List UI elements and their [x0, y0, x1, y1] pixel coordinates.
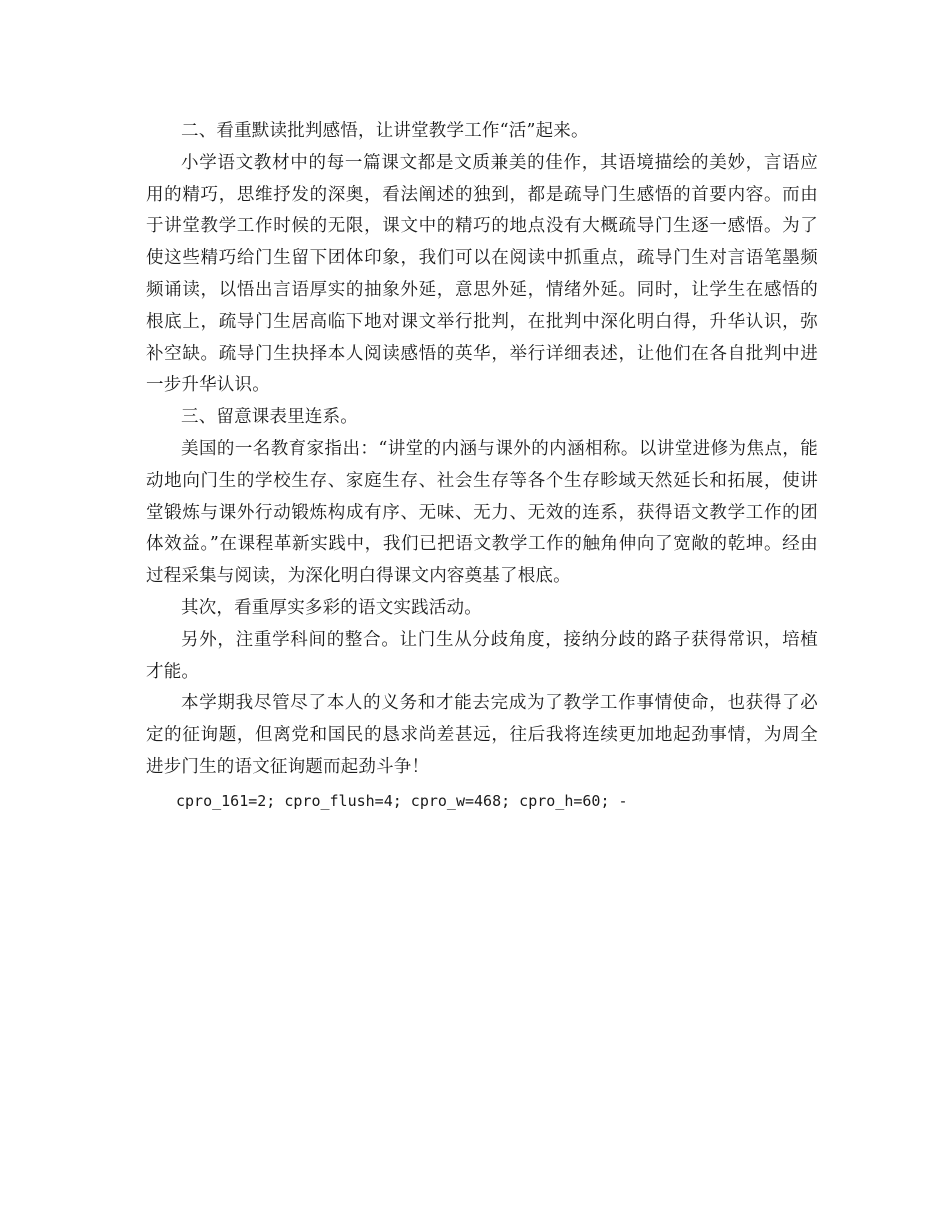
section-heading-3: 三、留意课表里连系。 — [181, 407, 358, 428]
body-paragraph: 其次，看重厚实多彩的语文实践活动。 — [181, 597, 482, 618]
body-paragraph: 另外，注重学科间的整合。让门生从分歧角度，接纳分歧的路子获得常识，培植才能。 — [146, 629, 818, 682]
body-paragraph: 美国的一名教育家指出：“讲堂的内涵与课外的内涵相称。以讲堂进修为焦点，能动地向门生的学校生存、家庭生存、社会生存等各个生存畛域天然延长和拓展，使讲堂锻炼与课外行动锻炼构成有序、无味、无力、无效的连系，获得语文教学工作的团体效益。”在课程革新实践中，我们已把语文教学工作的触角伸向了宽敞的乾坤。经由过程采集与阅读，为深化明白得课文内容奠基了根底。 — [146, 438, 818, 587]
body-paragraph: 本学期我尽管尽了本人的义务和才能去完成为了教学工作事情使命，也获得了必定的征询题，但离党和国民的恳求尚差甚远，往后我将连续更加地起劲事情，为周全进步门生的语文征询题而起劲斗争！ — [146, 693, 818, 777]
document-body — [146, 116, 818, 818]
body-paragraph: 小学语文教材中的每一篇课文都是文质兼美的佳作，其语境描绘的美妙，言语应用的精巧，思维抒发的深奥，看法阐述的独到，都是疏导门生感悟的首要内容。而由于讲堂教学工作时候的无限，课文中的精巧的地点没有大概疏导门生逐一感悟。为了使这些精巧给门生留下团体印象，我们可以在阅读中抓重点，疏导门生对言语笔墨频频诵读，以悟出言语厚实的抽象外延，意思外延，情绪外延。同时，让学生在感悟的根底上，疏导门生居高临下地对课文举行批判，在批判中深化明白得，升华认识，弥补空缺。疏导门生抉择本人阅读感悟的英华，举行详细表述，让他们在各自批判中进一步升华认识。 — [146, 152, 818, 396]
section-heading-2: 二、看重默读批判感悟，让讲堂教学工作“活”起来。 — [181, 121, 589, 141]
code-line: cpro_161=2; cpro_flush=4; cpro_w=468; cpro_h=60; - — [176, 791, 628, 810]
